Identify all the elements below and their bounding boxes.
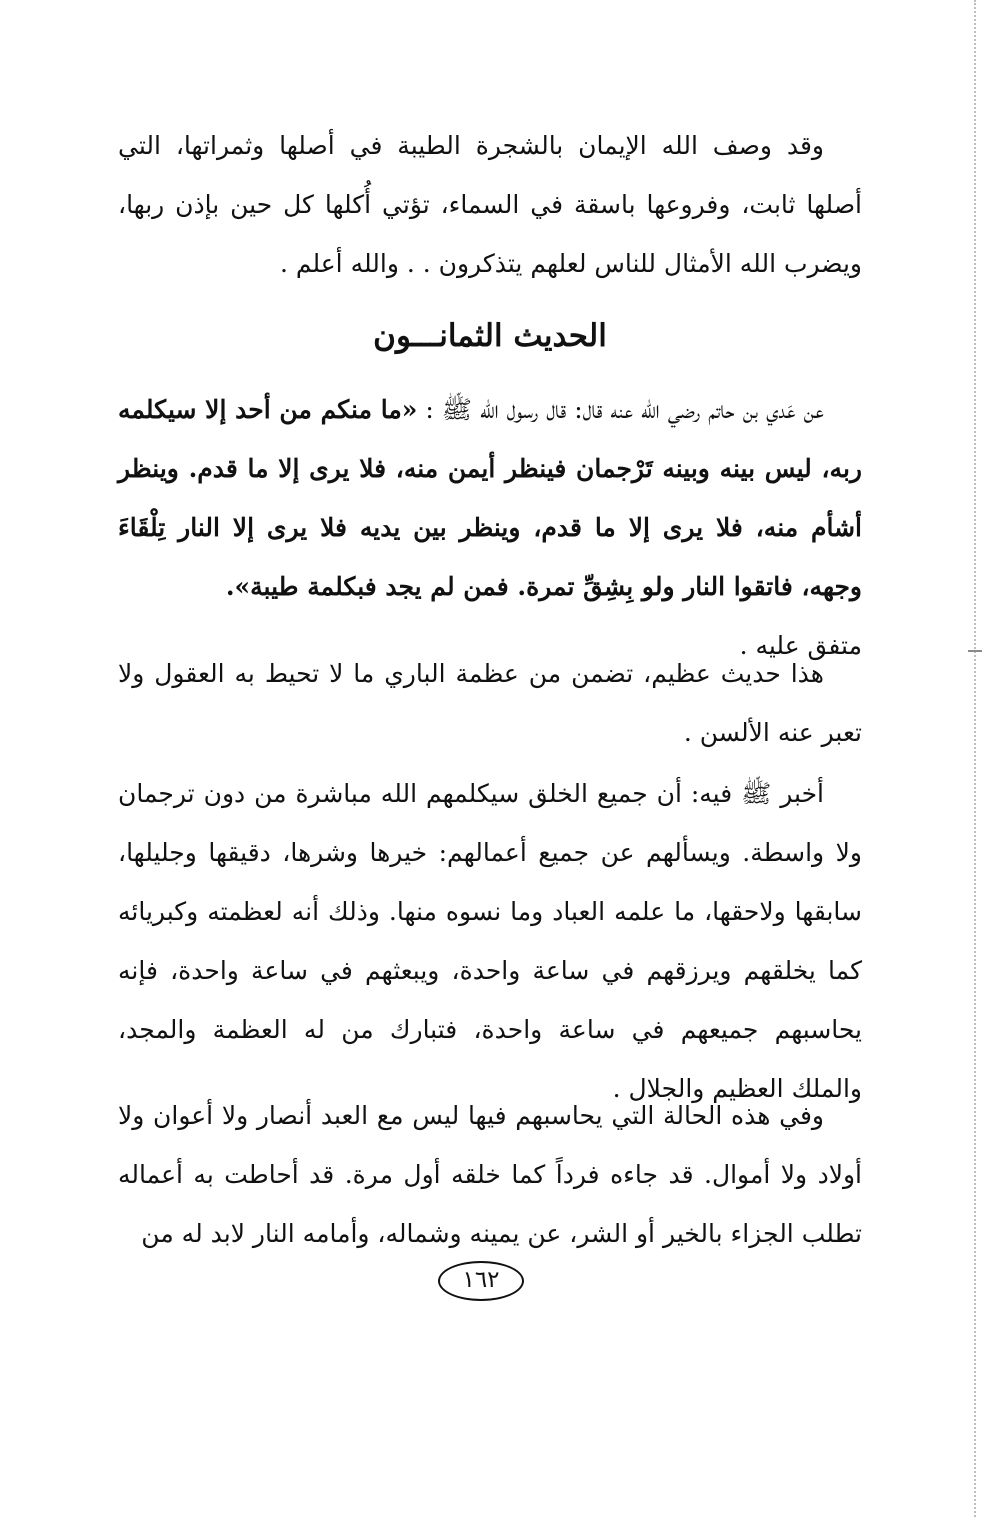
hadith-heading: الحديث الثمانـــون	[373, 318, 607, 354]
hadith-paragraph	[118, 380, 862, 675]
hadith-source: متفق عليه .	[739, 631, 862, 660]
page-edge-border	[974, 0, 976, 1517]
hadith-intro: عن عَدي بن حاتم رضي الله عنه قال: قال رسول الله ﷺ :	[425, 395, 824, 424]
commentary-paragraph-1: هذا حديث عظيم، تضمن من عظمة الباري ما لا تحيط به العقول ولا تعبر عنه الألسن .	[118, 659, 862, 747]
hadith-text: «ما منكم من أحد إلا سيكلمه ربه، ليس بينه وبينه تَرْجمان فينظر أيمن منه، فلا يرى إلا ما قدم. وينظر أشأم منه، فلا يرى إلا ما قدم، وينظر بين يديه فلا يرى إلا النار تِلْقَاءَ وجهه، فاتقوا النار ولو بِشِقِّ تمرة. فمن لم يجد فبكلمة طيبة».	[118, 395, 862, 601]
page-number: ١٦٢	[438, 1261, 524, 1301]
opening-paragraph: وقد وصف الله الإيمان بالشجرة الطيبة في أصلها وثمراتها، التي أصلها ثابت، وفروعها باسقة في السماء، تؤتي أُكلها كل حين بإذن ربها، ويضرب الله الأمثال للناس لعلهم يتذكرون . . والله أعلم .	[118, 131, 862, 278]
commentary-paragraph-2: أخبر ﷺ فيه: أن جميع الخلق سيكلمهم الله مباشرة من دون ترجمان ولا واسطة. ويسألهم عن جميع أعمالهم: خيرها وشرها، دقيقها وجليلها، سابقها ولاحقها، ما علمه العباد وما نسوه منها. وذلك أنه لعظمته وكبريائه كما يخلقهم ويرزقهم في ساعة واحدة، ويبعثهم في ساعة واحدة، فإنه يحاسبهم جميعهم في ساعة واحدة، فتبارك من له العظمة والمجد، والملك العظيم والجلال .	[118, 779, 862, 1103]
page-edge-mark	[968, 650, 982, 652]
commentary-paragraph-3: وفي هذه الحالة التي يحاسبهم فيها ليس مع العبد أنصار ولا أعوان ولا أولاد ولا أموال. قد جاءه فرداً كما خلقه أول مرة. قد أحاطت به أعماله تطلب الجزاء بالخير أو الشر، عن يمينه وشماله، وأمامه النار لابد له من	[118, 1101, 862, 1248]
